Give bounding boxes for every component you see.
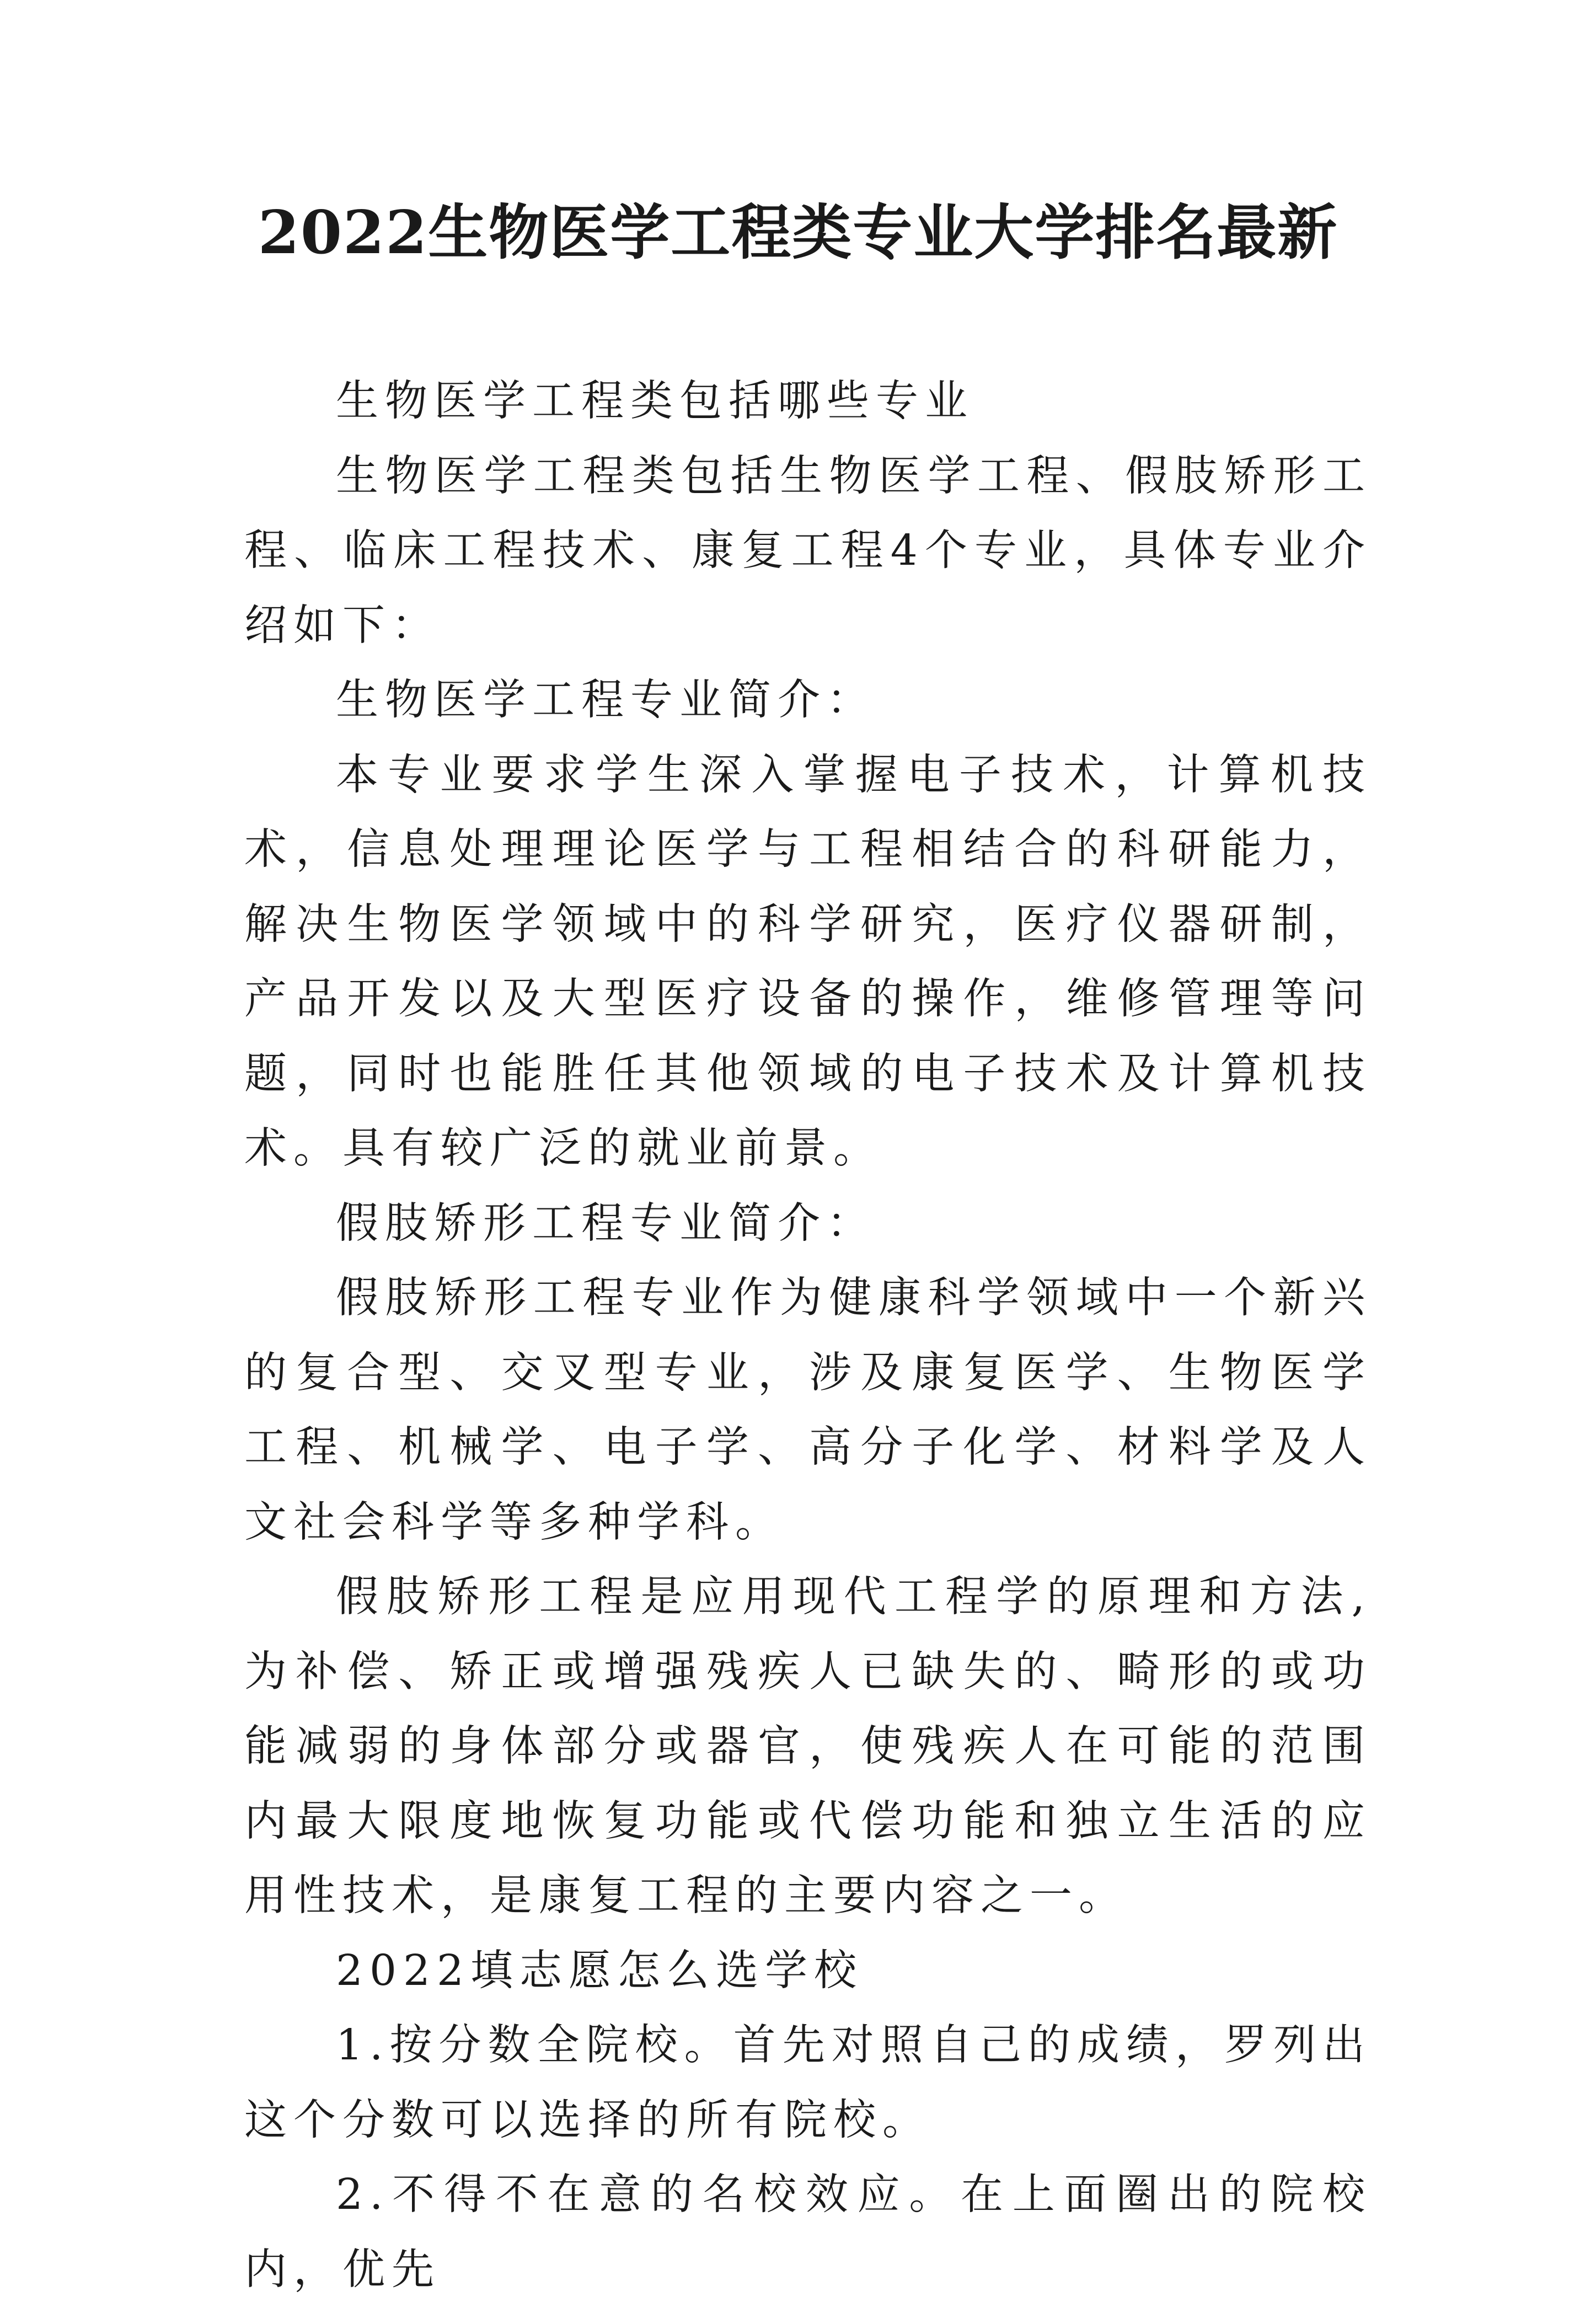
section-heading-majors: 生物医学工程类包括哪些专业 [336,377,974,426]
paragraph-selection-step-1: 1.按分数全院校。首先对照自己的成绩，罗列出这个分数可以选择的所有院校。 [244,2021,1372,2145]
document-body [244,364,1372,2307]
paragraph-prosthetics-definition: 假肢矫形工程是应用现代工程学的原理和方法,为补偿、矫正或增强残疾人已缺失的、畸形的或功能减弱的身体部分或器官，使残疾人在可能的范围内最大限度地恢复功能或代偿功能和独立生活的应用性技术，是康复工程的主要内容之一。 [244,1572,1372,1920]
paragraph-selection-step-2: 2.不得不在意的名校效应。在上面圈出的院校内，优先 [244,2170,1372,2294]
paragraph-bme-description: 本专业要求学生深入掌握电子技术，计算机技术，信息处理理论医学与工程相结合的科研能力，解决生物医学领域中的科学研究，医疗仪器研制，产品开发以及大型医疗设备的操作，维修管理等问题，同时也能胜任其他领域的电子技术及计算机技术。具有较广泛的就业前景。 [244,750,1372,1173]
section-heading-bme-intro: 生物医学工程专业简介： [336,676,876,725]
section-heading-prosthetics-intro: 假肢矫形工程专业简介： [336,1198,876,1248]
document-title: 2022生物医学工程类专业大学排名最新 [258,198,1338,267]
paragraph-prosthetics-description: 假肢矫形工程专业作为健康科学领域中一个新兴的复合型、交叉型专业，涉及康复医学、生物医学工程、机械学、电子学、高分子化学、材料学及人文社会科学等多种学科。 [244,1273,1372,1547]
paragraph-majors-overview: 生物医学工程类包括生物医学工程、假肢矫形工程、临床工程技术、康复工程4个专业，具体专业介绍如下： [244,451,1372,650]
section-heading-school-selection: 2022填志愿怎么选学校 [336,1946,863,1995]
